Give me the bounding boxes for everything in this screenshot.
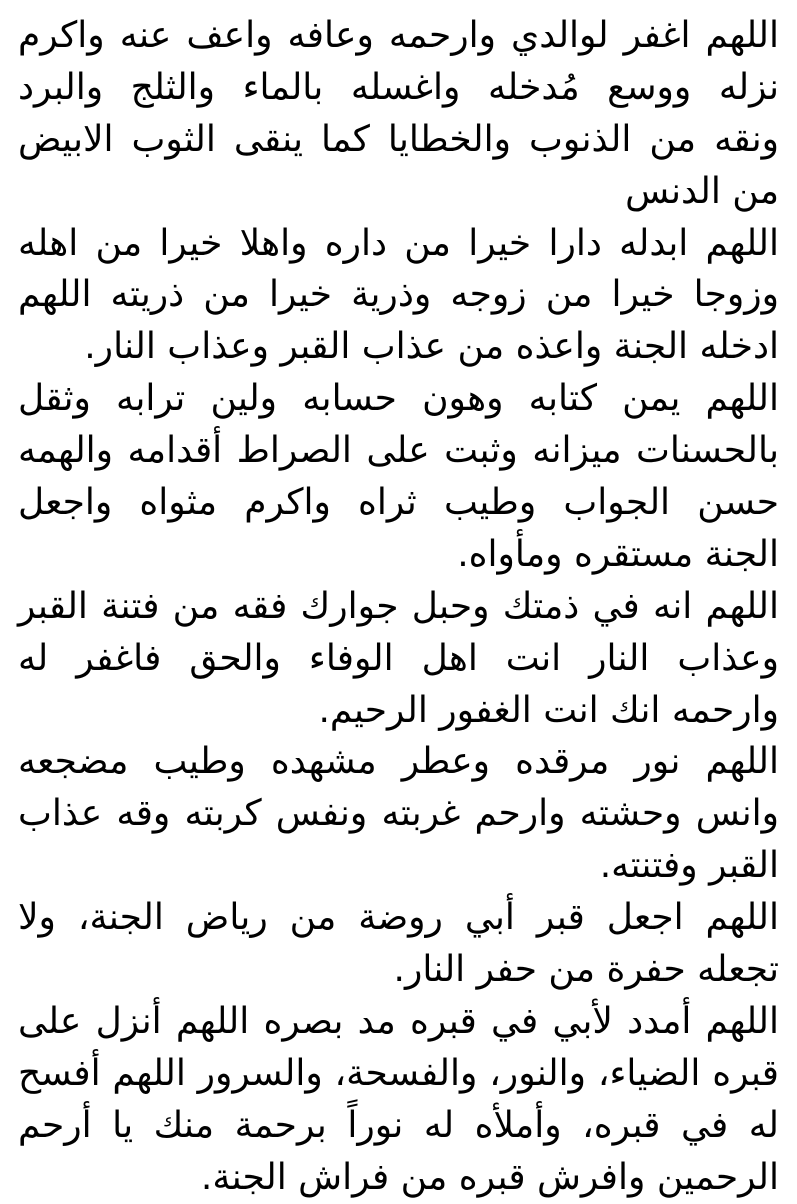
text-line: من الدنس bbox=[625, 170, 779, 212]
text-line: اللهم انه في ذمتك وحبل جوارك فقه من فتنة القبر bbox=[18, 585, 779, 627]
text-line: ادخله الجنة واعذه من عذاب القبر وعذاب النار. bbox=[84, 326, 779, 368]
paragraph-3 bbox=[18, 373, 779, 581]
text-line: اللهم يمن كتابه وهون حسابه ولين ترابه وثقل bbox=[18, 378, 779, 420]
text-line: اللهم نور مرقده وعطر مشهده وطيب مضجعه bbox=[18, 741, 779, 783]
paragraph-5 bbox=[18, 736, 779, 892]
text-line: بالحسنات ميزانه وثبت على الصراط أقدامه والهمه bbox=[18, 430, 779, 472]
text-line: الرحمين وافرش قبره من فراش الجنة. bbox=[200, 1156, 779, 1198]
text-line: قبره الضياء، والنور، والفسحة، والسرور اللهم أفسح bbox=[18, 1052, 779, 1094]
text-line: وزوجا خيرا من زوجه وذرية خيرا من ذريته اللهم bbox=[18, 274, 779, 316]
paragraph-6 bbox=[18, 892, 779, 996]
text-line: القبر وفتنته. bbox=[599, 845, 779, 887]
text-line: ونقه من الذنوب والخطايا كما ينقى الثوب الابيض bbox=[18, 118, 779, 160]
text-line: نزله ووسع مُدخله واغسله بالماء والثلج والبرد bbox=[18, 66, 779, 108]
text-line: وارحمه انك انت الغفور الرحيم. bbox=[318, 689, 779, 731]
paragraph-7 bbox=[18, 996, 779, 1204]
paragraph-1 bbox=[18, 10, 779, 218]
text-line: اللهم ابدله دارا خيرا من داره واهلا خيرا من اهله bbox=[18, 222, 779, 264]
text-line: وانس وحشته وارحم غربته ونفس كربته وقه عذاب bbox=[18, 793, 779, 835]
text-line: اللهم اجعل قبر أبي روضة من رياض الجنة، ولا bbox=[18, 897, 779, 939]
text-line: الجنة مستقره ومأواه. bbox=[457, 533, 779, 575]
text-line: تجعله حفرة من حفر النار. bbox=[393, 949, 779, 991]
paragraph-4 bbox=[18, 581, 779, 737]
text-line: حسن الجواب وطيب ثراه واكرم مثواه واجعل bbox=[18, 482, 779, 524]
text-line: اللهم اغفر لوالدي وارحمه وعافه واعف عنه واكرم bbox=[18, 15, 779, 56]
text-line: اللهم أمدد لأبي في قبره مد بصره اللهم أنزل على bbox=[18, 1000, 779, 1042]
text-line: له في قبره، وأملأه له نوراً برحمة منك يا أرحم bbox=[18, 1104, 779, 1146]
text-line: وعذاب النار انت اهل الوفاء والحق فاغفر له bbox=[18, 637, 779, 679]
paragraph-2 bbox=[18, 218, 779, 374]
